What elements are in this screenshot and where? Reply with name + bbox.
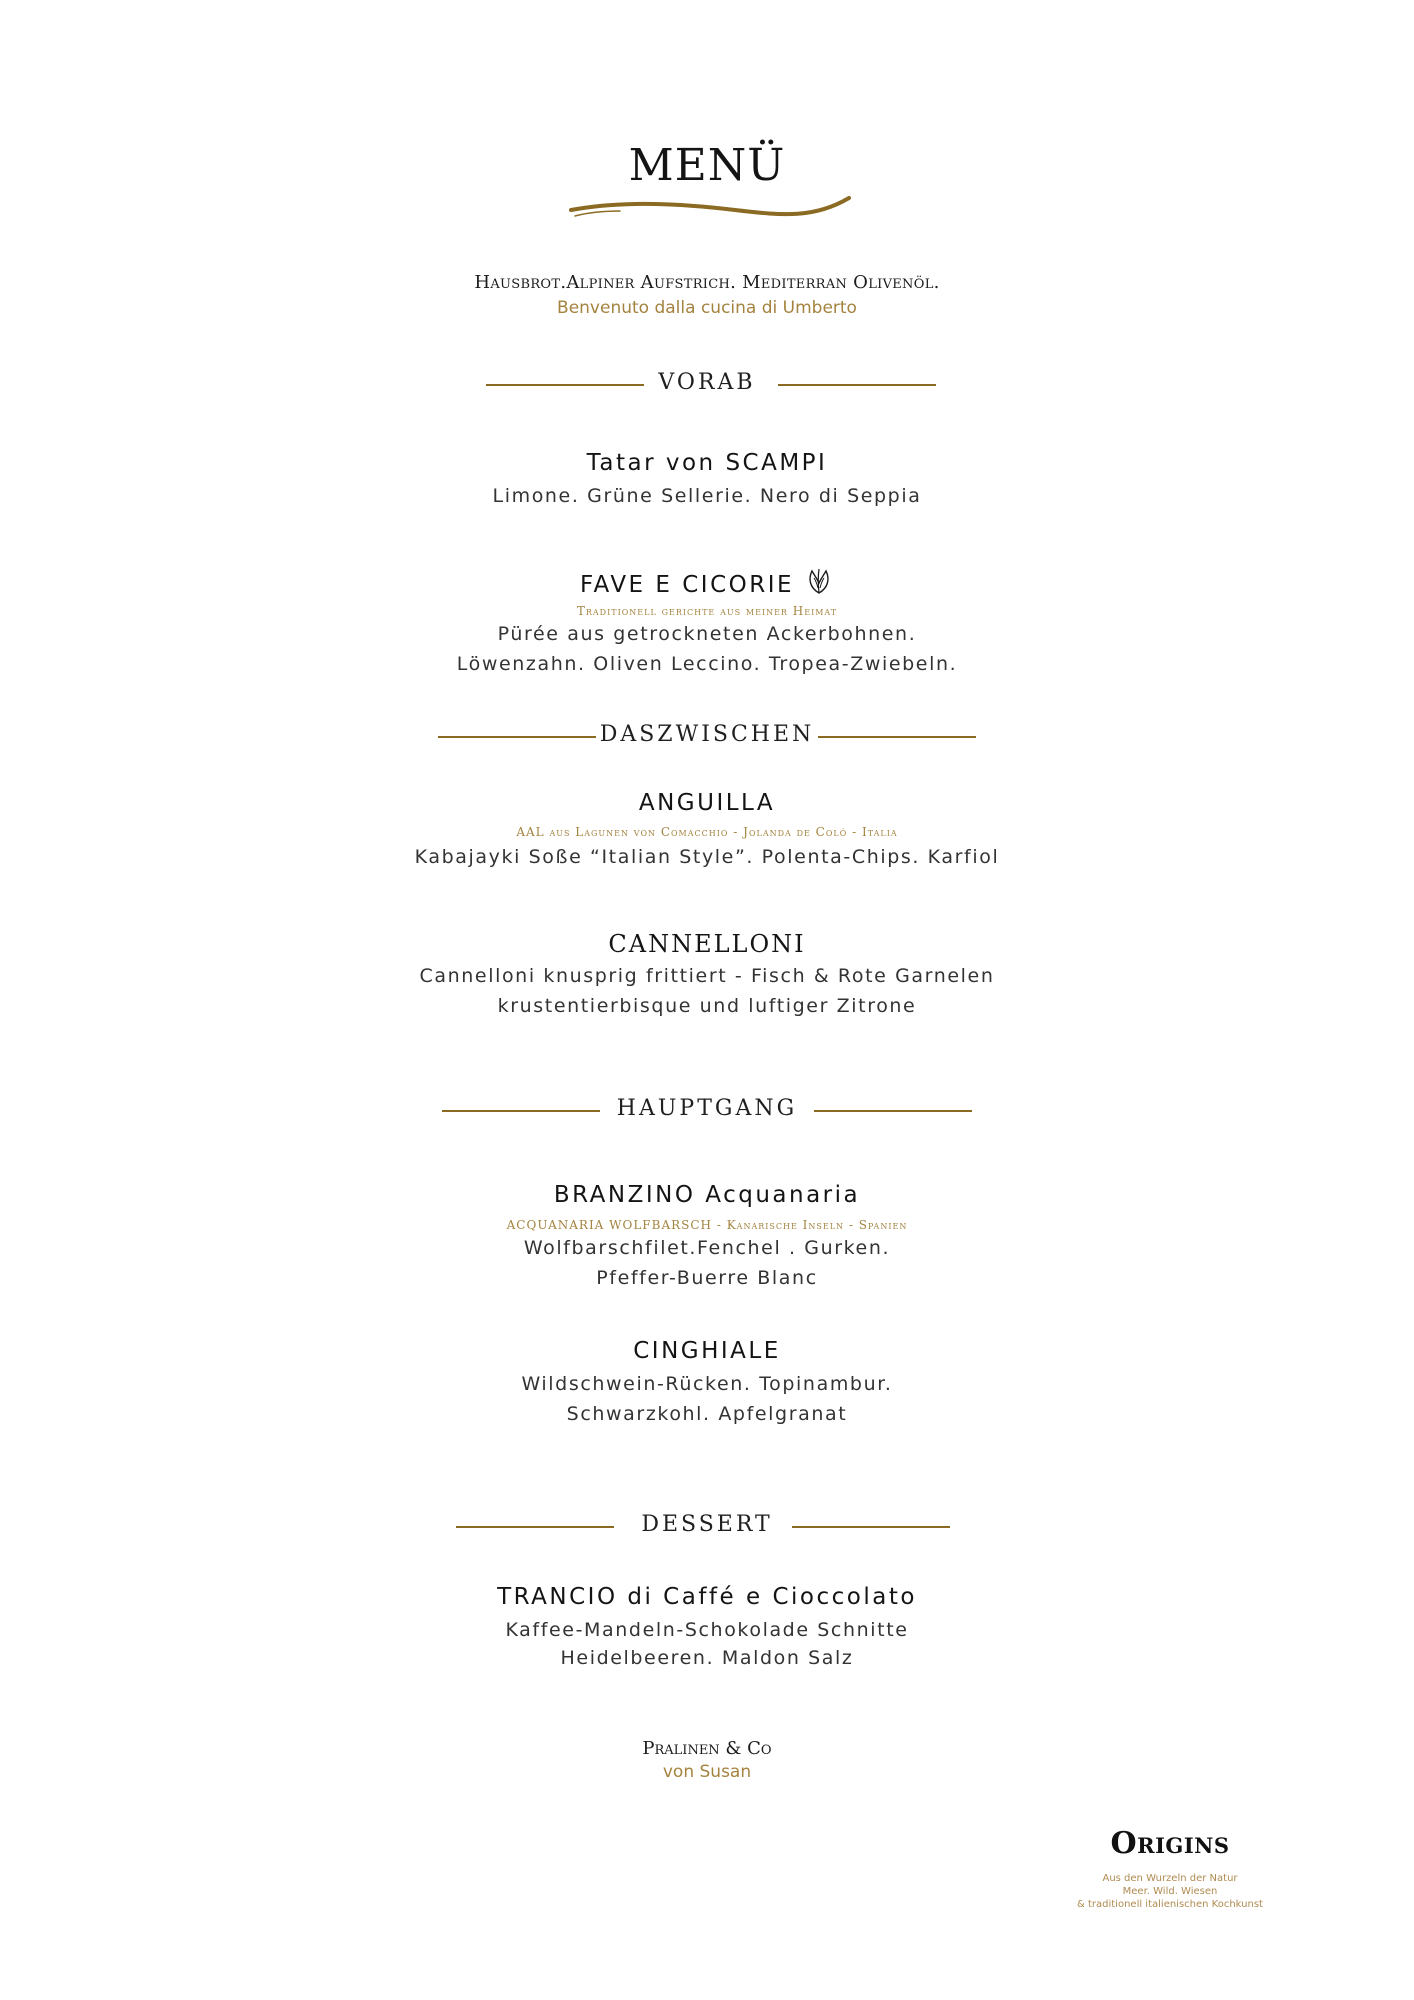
dish-name-branzino: BRANZINO Acquanaria	[553, 1182, 861, 1208]
dish-desc-cinghiale-1: Wildschwein-Rücken. Topinambur.	[521, 1373, 893, 1395]
section-label: HAUPTGANG	[616, 1096, 798, 1121]
dish-heading-fave	[0, 566, 1414, 601]
dish-note-branzino: ACQUANARIA WOLFBARSCH - Kanarische Inseln - Spanien	[506, 1218, 908, 1232]
logo-tagline-line-1: Aus den Wurzeln der Natur	[1102, 1873, 1238, 1884]
section-rule-right	[792, 1526, 950, 1528]
dish-name-cinghiale: CINGHIALE	[633, 1338, 781, 1364]
menu-title: MENÜ	[628, 140, 786, 191]
logo-tagline-line-2: Meer. Wild. Wiesen	[1122, 1886, 1218, 1897]
dish-desc-fave-1: Pürée aus getrockneten Ackerbohnen.	[497, 623, 917, 645]
dish-desc-fave-2: Löwenzahn. Oliven Leccino. Tropea-Zwiebeln.	[456, 653, 958, 675]
dish-note-fave: Traditionell gerichte aus meiner Heimat	[576, 604, 838, 618]
dish-desc-cannelloni-2: krustentierbisque und luftiger Zitrone	[497, 995, 917, 1017]
dish-desc-branzino-2: Pfeffer-Buerre Blanc	[596, 1267, 818, 1289]
logo-tagline	[1040, 1872, 1300, 1911]
section-header-hauptgang	[0, 1096, 1414, 1126]
dish-desc-anguilla: Kabajayki Soße “Italian Style”. Polenta-Chips. Karfiol	[414, 846, 1000, 868]
logo-tagline-line-3: & traditionell italienischen Kochkunst	[1077, 1899, 1263, 1910]
dish-desc-trancio-2: Heidelbeeren. Maldon Salz	[560, 1647, 854, 1669]
section-header-vorab	[0, 370, 1414, 400]
section-header-daszwischen	[0, 722, 1414, 752]
pralinen-subtitle: von Susan	[662, 1762, 752, 1782]
section-label: DASZWISCHEN	[599, 722, 815, 747]
dish-desc-cinghiale-2: Schwarzkohl. Apfelgranat	[566, 1403, 848, 1425]
intro-title: Hausbrot.Alpiner Aufstrich. Mediterran Olivenöl.	[474, 272, 940, 293]
dish-name-fave: FAVE E CICORIE	[579, 572, 795, 598]
dish-desc-trancio-1: Kaffee-Mandeln-Schokolade Schnitte	[505, 1619, 909, 1641]
section-rule-right	[778, 384, 936, 386]
leaf-flower-icon	[804, 566, 834, 601]
pralinen-title: Pralinen & Co	[642, 1738, 772, 1759]
dish-name-tatar: Tatar von SCAMPI	[586, 450, 828, 476]
section-label: VORAB	[658, 370, 756, 395]
dish-desc-branzino-1: Wolfbarschfilet.Fenchel . Gurken.	[523, 1237, 891, 1259]
dish-name-trancio: TRANCIO di Caffé e Cioccolato	[497, 1584, 917, 1610]
intro-subtitle: Benvenuto dalla cucina di Umberto	[557, 298, 857, 318]
section-rule-right	[814, 1110, 972, 1112]
dish-name-cannelloni: CANNELLONI	[608, 930, 806, 958]
section-label: DESSERT	[641, 1512, 773, 1537]
dish-desc-tatar: Limone. Grüne Sellerie. Nero di Seppia	[492, 485, 922, 507]
dish-desc-cannelloni-1: Cannelloni knusprig frittiert - Fisch & Rote Garnelen	[419, 965, 995, 987]
dish-name-anguilla: ANGUILLA	[638, 790, 776, 816]
swoosh-decoration-icon	[565, 192, 855, 222]
section-rule-right	[818, 736, 976, 738]
origins-logo: Origins	[1110, 1826, 1230, 1861]
section-header-dessert	[0, 1512, 1414, 1542]
dish-note-anguilla: AAL aus Lagunen von Comacchio - Jolanda de Coló - Italia	[516, 825, 898, 839]
